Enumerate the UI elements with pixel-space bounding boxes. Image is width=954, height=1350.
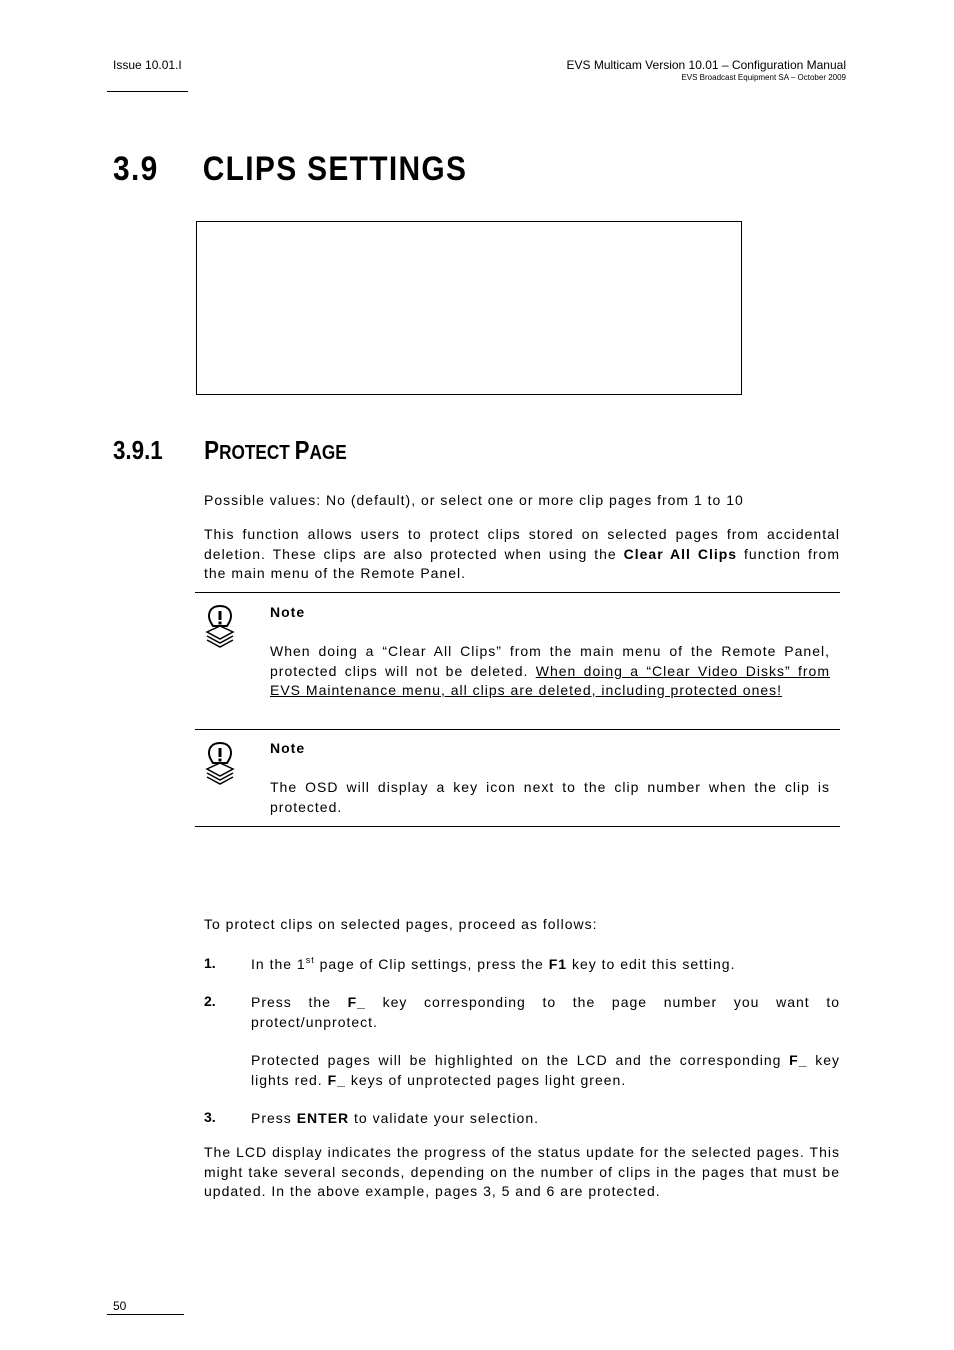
step-fragment: key to edit this setting. (567, 956, 736, 972)
title-initial: P (204, 435, 220, 465)
key-name: ENTER (296, 1110, 350, 1126)
title-smallcaps: ROTECT (219, 442, 295, 464)
subsection-heading (113, 435, 347, 466)
step-number: 3. (204, 1109, 216, 1125)
screenshot-frame (196, 221, 742, 395)
step-number: 1. (204, 955, 216, 971)
intro-text: function from the main menu of the Remote Panel. (204, 545, 840, 581)
closing-paragraph: The LCD display indicates the progress of the status update for the selected pages. This might take several seconds, depending on the number of clips in the pages that must be updated. In the above example, pages 3, 5 and 6 are protected. (204, 1144, 840, 1199)
intro-paragraph (204, 525, 840, 584)
manual-title: EVS Multicam Version 10.01 – Configuration Manual (566, 58, 846, 72)
ordinal-suffix: st (305, 955, 315, 965)
title-initial: P (294, 435, 310, 465)
note-title: Note (270, 604, 306, 620)
step-text (251, 1109, 840, 1129)
note-divider (195, 592, 840, 593)
section-title: CLIPS SETTINGS (202, 150, 468, 188)
note-text: When doing a “Clear All Clips” from the main menu of the Remote Panel, protected clips will not be deleted. (270, 643, 830, 679)
note-warning: When doing a “Clear Video Disks” from EVS Maintenance menu, all clips are deleted, including protected ones! (270, 662, 830, 698)
note-divider (195, 729, 840, 730)
note-body (270, 642, 830, 701)
step-fragment: In the 1 (251, 956, 306, 972)
note-icon (203, 741, 237, 785)
clear-all-clips-term: Clear All Clips (623, 545, 738, 562)
step-text (251, 955, 840, 975)
step-number: 2. (204, 993, 216, 1009)
header-divider (107, 91, 188, 92)
intro-text: This function allows users to protect clips stored on selected pages from accidental deletion. These clips are also protected when using the (204, 526, 840, 562)
note-icon (203, 604, 237, 648)
step-fragment: page of Clip settings, press the (314, 956, 549, 972)
footer-divider (107, 1314, 184, 1315)
note-title: Note (270, 740, 306, 756)
issue-label: Issue 10.01.I (113, 58, 182, 72)
note-divider (195, 826, 840, 827)
step-fragment: Protected pages will be highlighted on the LCD and the corresponding (251, 1052, 790, 1068)
step-fragment: to validate your selection. (349, 1110, 540, 1126)
key-name: F_ (789, 1052, 808, 1068)
step-fragment: Press the (251, 994, 348, 1010)
key-name: F1 (548, 956, 568, 972)
subsection-title (204, 435, 347, 466)
step-text (251, 993, 840, 1032)
section-number: 3.9 (113, 150, 159, 188)
step-detail (251, 1051, 840, 1090)
section-heading (113, 150, 468, 189)
title-smallcaps: AGE (309, 442, 347, 464)
key-name: F_ (347, 994, 366, 1010)
note-body: The OSD will display a key icon next to the clip number when the clip is protected. (270, 779, 830, 815)
step-fragment: Press (251, 1110, 297, 1126)
possible-values: Possible values: No (default), or select one or more clip pages from 1 to 10 (204, 492, 744, 508)
procedure-intro: To protect clips on selected pages, proceed as follows: (204, 916, 598, 932)
publisher-line: EVS Broadcast Equipment SA – October 2009 (681, 73, 846, 82)
step-fragment: key lights red. (251, 1052, 840, 1088)
step-fragment: keys of unprotected pages light green. (345, 1071, 627, 1088)
page-number: 50 (113, 1299, 127, 1313)
key-name: F_ (327, 1071, 346, 1088)
running-header (567, 58, 847, 82)
step-fragment: key corresponding to the page number you want to protect/unprotect. (251, 994, 841, 1030)
subsection-number: 3.9.1 (113, 435, 163, 465)
